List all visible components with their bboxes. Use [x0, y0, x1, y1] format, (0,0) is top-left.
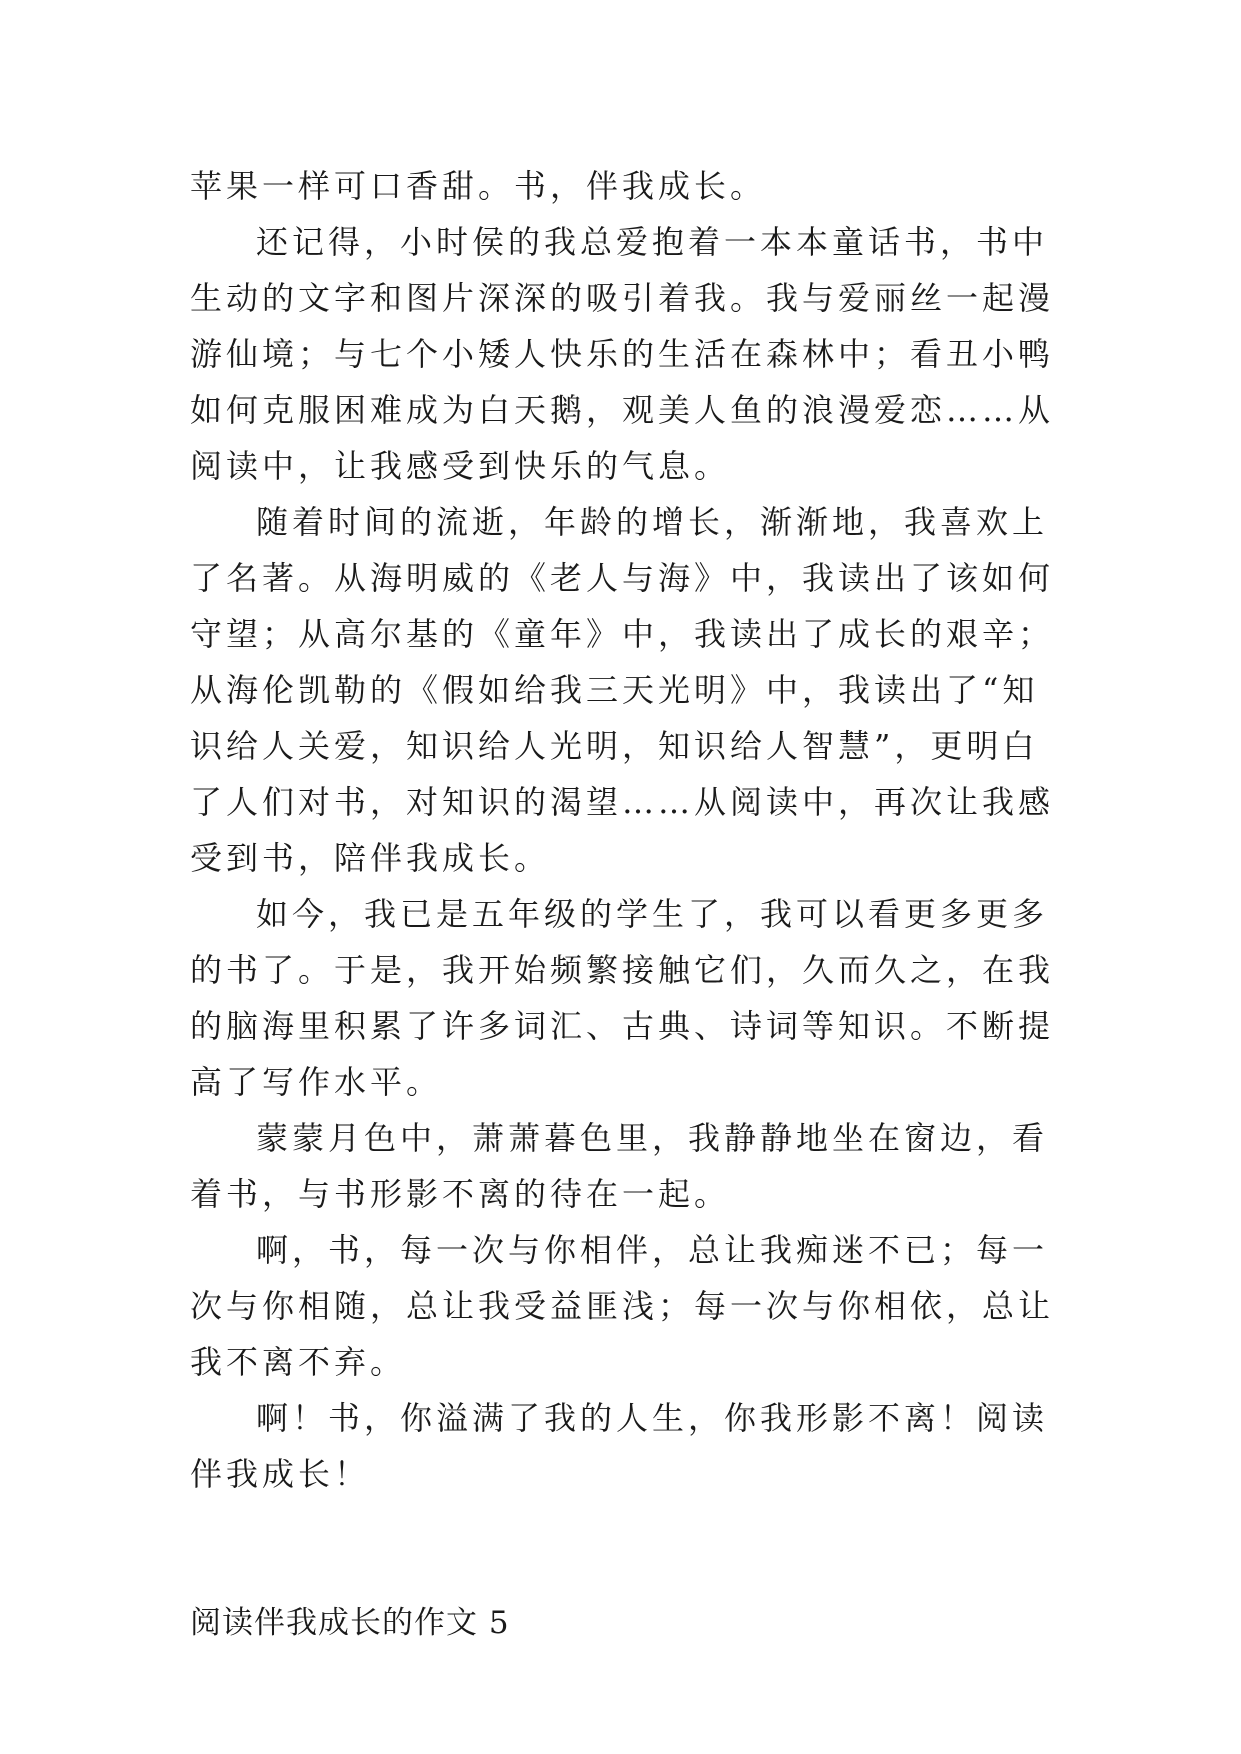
- paragraph-continuation: 苹果一样可口香甜。书，伴我成长。: [190, 167, 767, 205]
- paragraph-fifth-grade: 如今，我已是五年级的学生了，我可以看更多更多的书了。于是，我开始频繁接触它们，久而久之，在我的脑海里积累了许多词汇、古典、诗词等知识。不断提高了写作水平。: [190, 895, 1055, 1101]
- paragraph-childhood-fairy-tales: 还记得，小时侯的我总爱抱着一本本童话书，书中生动的文字和图片深深的吸引着我。我与爱丽丝一起漫游仙境；与七个小矮人快乐的生活在森林中；看丑小鸭如何克服困难成为白天鹅，观美人鱼的浪漫爱恋……从阅读中，让我感受到快乐的气息。: [190, 223, 1055, 485]
- paragraph-classics: 随着时间的流逝，年龄的增长，渐渐地，我喜欢上了名著。从海明威的《老人与海》中，我读出了该如何守望；从高尔基的《童年》中，我读出了成长的艰辛；从海伦凯勒的《假如给我三天光明》中，我读出了“知识给人关爱，知识给人光明，知识给人智慧”，更明白了人们对书，对知识的渴望……从阅读中，再次让我感受到书，陪伴我成长。: [190, 503, 1055, 877]
- section-heading: 阅读伴我成长的作文 5: [190, 1605, 510, 1641]
- paragraph-ah-book: 啊，书，每一次与你相伴，总让我痴迷不已；每一次与你相随，总让我受益匪浅；每一次与你相依，总让我不离不弃。: [190, 1231, 1055, 1381]
- paragraph-moonlight-reading: 蒙蒙月色中，萧萧暮色里，我静静地坐在窗边，看着书，与书形影不离的待在一起。: [190, 1119, 1049, 1213]
- paragraph-conclusion: 啊！书，你溢满了我的人生，你我形影不离！阅读伴我成长！: [190, 1399, 1049, 1493]
- document-body: [190, 158, 1070, 1648]
